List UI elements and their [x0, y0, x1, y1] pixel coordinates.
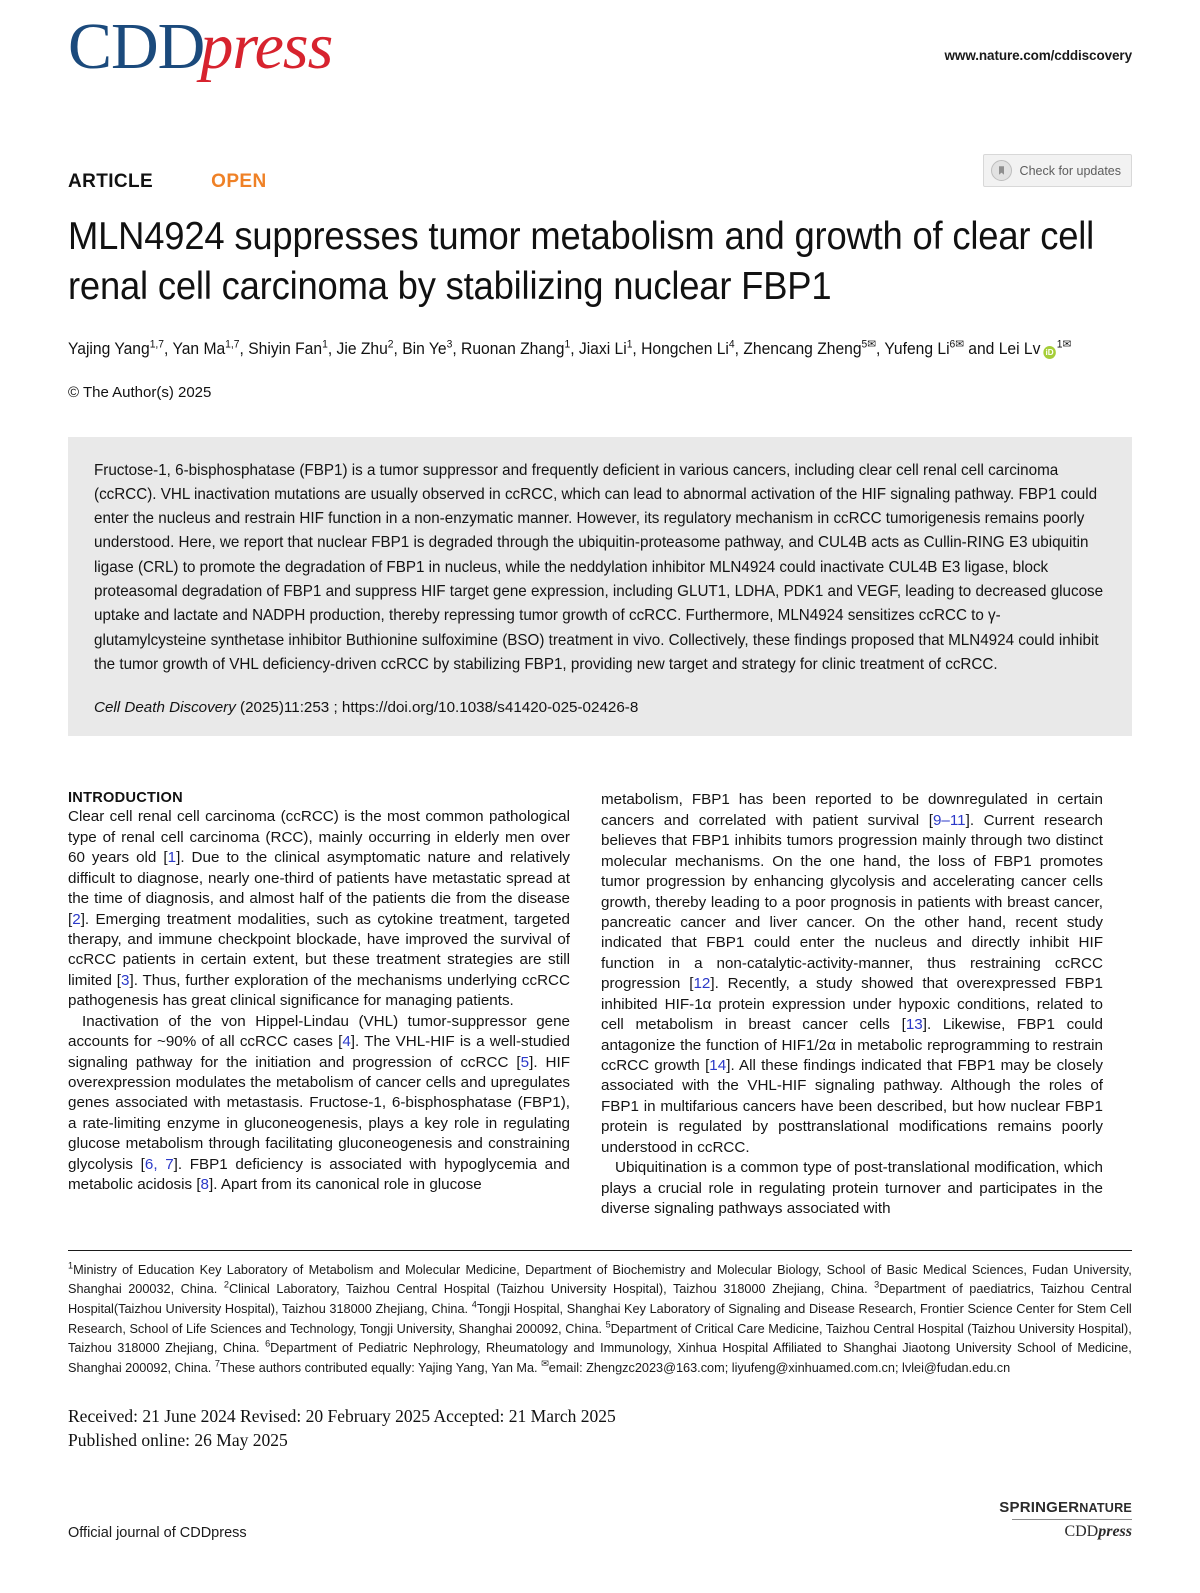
author-name[interactable]: Zhencang Zheng [743, 339, 862, 358]
affiliation-marker: 4 [471, 1299, 477, 1310]
journal-name: Cell Death Discovery [94, 699, 236, 717]
author-affiliation-marker: 1✉ [1056, 338, 1072, 351]
author-name[interactable]: Hongchen Li [641, 339, 729, 358]
author-affiliation-marker: 3 [446, 338, 453, 351]
affiliation-text: email: Zhengzc2023@163.com; liyufeng@xinhuamed.com.cn; lvlei@fudan.edu.cn [548, 1360, 1011, 1376]
reference-link[interactable]: 1 [167, 849, 177, 867]
article-label: ARTICLE [68, 171, 154, 192]
logo-press-text: press [200, 10, 333, 83]
footer-cdd-text: CDD [1064, 1523, 1099, 1541]
affiliation-marker: ✉ [541, 1358, 549, 1369]
footnote-divider [68, 1250, 1132, 1251]
cddpress-footer-mark [999, 1523, 1132, 1541]
reference-link[interactable]: 8 [200, 1176, 209, 1194]
check-for-updates-badge[interactable] [983, 154, 1132, 187]
author-affiliation-marker: 1,7 [149, 338, 165, 351]
author-name[interactable]: Jie Zhu [336, 339, 388, 358]
affiliation-text: Tongji Hospital, Shanghai Key Laboratory of Signaling and Disease Research, Frontier Science Center for Stem Cell Research, School of Life Sciences and Technology, Tongji University, Shanghai 200092, China. [68, 1300, 1132, 1336]
author-name[interactable]: Yufeng Li [884, 339, 950, 358]
springer-divider [1012, 1519, 1132, 1520]
author-name[interactable]: Shiyin Fan [248, 339, 323, 358]
affiliation-text: Ministry of Education Key Laboratory of Metabolism and Molecular Medicine, Department of Biochemistry and Molecular Biology, School of Basic Medical Sciences, Fudan University, Shanghai 200032, China. [68, 1261, 1132, 1297]
citation-line [94, 699, 1106, 716]
affiliation-marker: 3 [874, 1279, 880, 1290]
paragraph: Clear cell renal cell carcinoma (ccRCC) is the most common pathological type of renal cell carcinoma (RCC), mainly occurring in elderly men over 60 years old [1]. Due to the clinical asymptomatic nature and relatively difficult to diagnose, nearly one-third of patients have metastatic spread at the time of diagnosis, and almost half of the patients die from the disease [2]. Emerging treatment modalities, such as cytokine treatment, targeted therapy, and immune checkpoint blockade, have improved the survival of ccRCC patients in certain extent, but these treatment strategies are still limited [3]. Thus, further exploration of the mechanisms underlying ccRCC pathogenesis has great clinical significance for managing patients. [68, 808, 570, 1010]
author-name[interactable]: Jiaxi Li [578, 339, 627, 358]
springer-text: SPRINGER [999, 1498, 1080, 1516]
body-columns [68, 790, 1132, 1219]
affiliation-text: Department of paediatrics, Taizhou Central Hospital(Taizhou University Hospital), Taizhou 318000 Zhejiang, China. [68, 1281, 1132, 1316]
section-heading-introduction: INTRODUCTION [68, 790, 183, 807]
page-title: MLN4924 suppresses tumor metabolism and growth of clear cell renal cell carcinoma by stabilizing nuclear FBP1 [68, 215, 1095, 309]
affiliation-marker: 7 [214, 1358, 220, 1369]
author-affiliation-marker: 5✉ [861, 338, 876, 351]
reference-link[interactable]: 9–11 [932, 811, 966, 829]
abstract-box [68, 437, 1132, 737]
affiliation-marker: 5 [605, 1319, 611, 1330]
footer-press-text: press [1098, 1523, 1132, 1541]
masthead [68, 0, 1132, 120]
paragraph: metabolism, FBP1 has been reported to be downregulated in certain cancers and correlated with patient survival [9–11]. Current research believes that FBP1 inhibits tumors progression mainly through two distinct molecular mechanisms. On the one hand, the loss of FBP1 promotes tumor progression by enhancing glycolysis and accelerating cancer cells growth, thereby leading to a poor prognosis in patients with breast cancer, pancreatic cancer and liver cancer. On the other hand, recent study indicated that FBP1 could enter the nucleus and directly inhibit HIF function in a non-catalytic-activity-manner, thus restraining ccRCC progression [12]. Recently, a study showed that overexpressed FBP1 inhibited HIF-1α protein expression under hypoxic conditions, related to cell metabolism in breast cancer cells [13]. Likewise, FBP1 could antagonize the function of HIF1/2α in metabolic reprogramming to restrain ccRCC growth [14]. All these findings indicated that FBP1 may be closely associated with the VHL-HIF signaling pathway. Although the roles of FBP1 in multifarious cancers have been described, but how nuclear FBP1 protein is regulated by posttranslational modifications remains poorly understood in ccRCC. [601, 791, 1104, 1156]
paragraph: Inactivation of the von Hippel-Lindau (VHL) tumor-suppressor gene accounts for ~90% of all ccRCC cases [4]. The VHL-HIF is a well-studied signaling pathway for the initiation and progression of ccRCC [5]. HIF overexpression modulates the metabolism of cancer cells and upregulates genes associated with metastasis. Fructose-1, 6-bisphosphatase (FBP1), a rate-limiting enzyme in gluconeogenesis, plays a key role in regulating glucose metabolism through facilitating gluconeogenesis and constraining glycolysis [6, 7]. FBP1 deficiency is associated with hypoglycemia and metabolic acidosis [8]. Apart from its canonical role in glucose [68, 1012, 570, 1194]
official-journal-note: Official journal of CDDpress [68, 1525, 247, 1541]
reference-link[interactable]: 2 [72, 910, 81, 928]
article-type-row [68, 162, 1132, 202]
dates-line-published: Published online: 26 May 2025 [68, 1430, 288, 1451]
reference-link[interactable]: 12 [693, 975, 711, 993]
author-affiliation-marker: 6✉ [949, 338, 964, 351]
logo-cdd-text: CDD [68, 10, 205, 83]
abstract-text: Fructose-1, 6-bisphosphatase (FBP1) is a tumor suppressor and frequently deficient in various cancers, including clear cell renal cell carcinoma (ccRCC). VHL inactivation mutations are usually observed in ccRCC, which can lead to abnormal activation of the HIF signaling pathway. FBP1 could enter the nucleus and restrain HIF function in a non-enzymatic manner. However, its regulatory mechanism in ccRCC tumorigenesis remains poorly understood. Here, we report that nuclear FBP1 is degraded through the ubiquitin-proteasome pathway, and CUL4B acts as Cullin-RING E3 ubiquitin ligase (CRL) to promote the degradation of FBP1 in nucleus, while the neddylation inhibitor MLN4924 could inactivate CUL4B E3 ligase, block proteasomal degradation of FBP1 and suppress HIF target gene expression, including GLUT1, LDHA, PDK1 and VEGF, leading to decreased glucose uptake and lactate and NADPH production, thereby repressing tumor growth of ccRCC. Furthermore, MLN4924 sensitizes ccRCC to γ-glutamylcysteine synthetase inhibitor Buthionine sulfoximine (BSO) treatment in vivo. Collectively, these findings proposed that MLN4924 could inhibit the tumor growth of VHL deficiency-driven ccRCC by stabilizing FBP1, providing new target and strategy for clinic treatment of ccRCC. [94, 461, 1104, 673]
affiliation-marker: 6 [265, 1339, 271, 1350]
author-affiliation-marker: 4 [728, 338, 735, 351]
paragraph: Ubiquitination is a common type of post-translational modification, which plays a crucial role in regulating protein turnover and participates in the diverse signaling pathways associated with [601, 1159, 1103, 1218]
cddpress-logo [68, 10, 333, 83]
affiliation-marker: 1 [68, 1260, 74, 1271]
reference-link[interactable]: 5 [520, 1053, 530, 1071]
affiliation-text: Department of Pediatric Nephrology, Rheumatology and Immunology, Xinhua Hospital Affiliated to Shanghai Jiaotong University School of Medicine, Shanghai 200092, China. [68, 1340, 1132, 1376]
author-affiliation-marker: 1 [322, 338, 328, 351]
check-for-updates-label: Check for updates [1019, 163, 1121, 178]
author-affiliation-marker: 1 [626, 338, 633, 351]
author-name[interactable]: Yan Ma [172, 339, 226, 358]
bookmark-badge-icon [991, 160, 1012, 181]
author-list: Yajing Yang$^{1,7}$, Yan Ma$^{1,7}$, Shiyin Fan$^1$, Jie Zhu$^2$, Bin Ye$^3$, Ruonan Zhang$^1$, Jiaxi Li$^1$, Hongchen Li$^4$, Zhencang Zheng$^{5✉}$, Yufeng $Li^{6✉}$ and Lei Lv $iD^{1✉}$ [68, 338, 1072, 358]
reference-link[interactable]: 6, 7 [144, 1155, 174, 1173]
author-affiliation-marker: 1,7 [225, 338, 240, 351]
reference-link[interactable]: 3 [121, 971, 130, 989]
reference-link[interactable]: 4 [342, 1033, 351, 1051]
author-affiliation-marker: 1 [564, 338, 571, 351]
reference-link[interactable]: 13 [905, 1016, 923, 1034]
author-name[interactable]: Yajing Yang [68, 339, 150, 358]
reference-link[interactable]: 14 [709, 1057, 727, 1074]
author-name[interactable]: Ruonan Zhang [461, 339, 565, 358]
column-right [601, 790, 1103, 1219]
springer-nature-logo [999, 1500, 1132, 1541]
dates-line-received: Received: 21 June 2024 Revised: 20 February 2025 Accepted: 21 March 2025 [68, 1405, 616, 1426]
author-name[interactable]: Bin Ye [402, 339, 447, 358]
orcid-icon[interactable]: iD [1043, 346, 1055, 359]
affiliations-block [68, 1260, 1132, 1378]
author-name[interactable]: Lei Lv [998, 339, 1041, 358]
author-affiliation-marker: 2 [387, 338, 394, 351]
nature-url[interactable]: www.nature.com/cddiscovery [944, 48, 1132, 63]
column-left [68, 790, 570, 1219]
affiliation-text: Clinical Laboratory, Taizhou Central Hospital (Taizhou University Hospital), Taizhou 318000 Zhejiang, China. [228, 1281, 875, 1297]
open-access-label: OPEN [211, 171, 267, 192]
nature-text: NATURE [1079, 1500, 1132, 1515]
citation-doi[interactable]: (2025)11:253 ; https://doi.org/10.1038/s41420-025-02426-8 [235, 699, 639, 717]
affiliation-text: Department of Critical Care Medicine, Taizhou Central Hospital (Taizhou University Hospital), Taizhou 318000 Zhejiang, China. [68, 1320, 1132, 1356]
affiliation-text: These authors contributed equally: Yajing Yang, Yan Ma. [219, 1360, 542, 1376]
springer-nature-wordmark [999, 1500, 1132, 1517]
affiliation-marker: 2 [223, 1279, 229, 1290]
publication-dates [68, 1404, 1132, 1453]
copyright-line: © The Author(s) 2025 [68, 383, 212, 401]
page-footer [68, 1500, 1132, 1541]
